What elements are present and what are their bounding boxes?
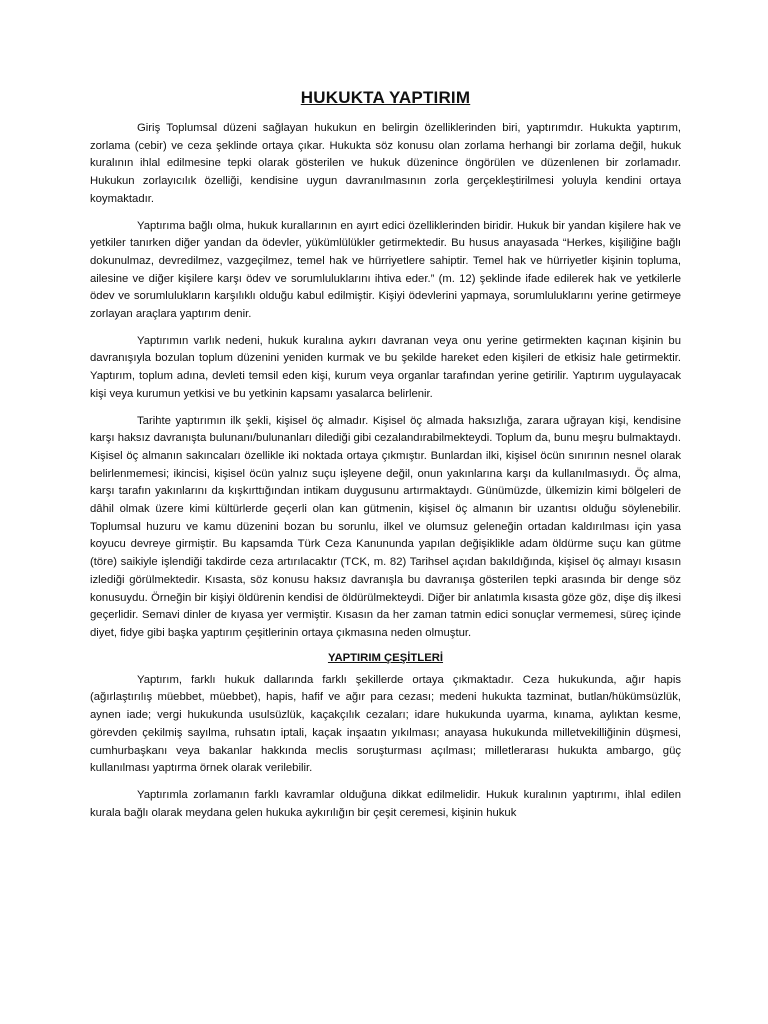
paragraph-history: Tarihte yaptırımın ilk şekli, kişisel öç almadır. Kişisel öç almada haksızlığa, zarara uğrayan kişi, kendisine karşı haksız davranışta bulunanı/bulunanları dilediği gibi cezalandırabilmekteydi. Toplum da, bunu meşru bulmaktaydı. Kişisel öç almanın sakıncaları özellikle iki noktada ortaya çıkmıştır. Bunlardan ilki, kişisel öcün sınırının nesnel olarak belirlenmemesi; ikincisi, kişisel öcün yalnız suçu işleyene değil, onun yakınlarına karşı da kullanılmasıydı. Öç alma, karşı tarafın yakınlarını da kışkırttığından intikam duygusunu artırmaktaydı. Günümüzde, ülkemizin kimi bölgeleri de dâhil olmak üzere kimi kültürlerde geçerli olan kan gütmenin, kişisel öç almanın bir uzantısı olduğu söylenebilir. Toplumsal huzuru ve kamu düzenini bozan bu sorunlu, ilkel ve olumsuz geleneğin ortadan kaldırılması için yasa koyucu devreye girmiştir. Bu kapsamda Türk Ceza Kanununda yapılan değişiklikle adam öldürme suçu kan gütme (töre) saikiyle işlendiği takdirde ceza artırılacaktır (TCK, m. 82) Tarihsel açıdan bakıldığında, kişisel öç almayı kısasın izlediği görülmektedir. Kısasta, söz konusu haksız davranışla bu davranışa gösterilen tepki arasında bir denge söz konusuydu. Örneğin bir kişiyi öldürenin kendisi de öldürülmekteydi. Diğer bir anlatımla kısasta göze göz, dişe diş ilkesi geçerlidir. Semavi dinler de kıyasa yer vermiştir. Kısasın da her zaman tatmin edici sonuçlar vermemesi, süreç içinde diyet, fidye gibi başka yaptırım çeşitlerinin ortaya çıkmasına neden olmuştur. bbox=[90, 414, 681, 639]
paragraph-intro: Giriş Toplumsal düzeni sağlayan hukukun en belirgin özelliklerinden biri, yaptırımdır. Hukukta yaptırım, zorlama (cebir) ve ceza şeklinde ortaya çıkar. Hukukta söz konusu olan zorlama herhangi bir zorlama değil, hukuk kuralının ihlal edilmesine tepki olarak gösterilen ve hukuk düzenince öngörülen ve düzenlenen bir zorlamadır. Hukukun zorlayıcılık özelliği, kendisine uygun davranılmasının zorla gerçekleştirilmesi yoluyla kendini ortaya koymaktadır. bbox=[90, 122, 681, 205]
paragraph-sanction-vs-coercion: Yaptırımla zorlamanın farklı kavramlar olduğuna dikkat edilmelidir. Hukuk kuralının yaptırımı, ihlal edilen kurala bağlı olarak meydana gelen hukuka aykırılığın bir çeşit ceremesi, kişinin hukuk bbox=[90, 788, 681, 819]
paragraph-sanction-bond: Yaptırıma bağlı olma, hukuk kurallarının en ayırt edici özelliklerinden biridir. Hukuk bir yandan kişilere hak ve yetkiler tanırken diğer yandan da ödevler, yükümlülükler getirmektedir. Bu husus anayasada “Herkes, kişiliğine bağlı dokunulmaz, devredilmez, vazgeçilmez, temel hak ve hürriyetlere sahiptir. Temel hak ve hürriyetler kişinin topluma, ailesine ve diğer kişilere karşı ödev ve sorumluluklarını ihtiva eder.” (m. 12) şeklinde ifade edilerek hak ve yetkilerle ödev ve sorumlulukların karşılıklı olduğu kabul edilmiştir. Kişiyi ödevlerini yapmaya, sorumluluklarını yerine getirmeye zorlayan araçlara yaptırım denir. bbox=[90, 219, 681, 321]
section-heading: YAPTIRIM ÇEŞİTLERİ bbox=[327, 651, 444, 664]
paragraph-sanction-reason: Yaptırımın varlık nedeni, hukuk kuralına aykırı davranan veya onu yerine getirmekten kaçınan kişinin bu davranışıyla bozulan toplum düzenini yeniden kurmak ve bu şekilde hareket eden kişileri de etkisiz hale getirmektir. Yaptırım, toplum adına, devleti temsil eden kişi, kurum veya organlar tarafından yerine getirilir. Yaptırım uygulayacak kişi veya kurumun yetkisi ve bu yetkinin kapsamı yasalarca belirlenir. bbox=[90, 334, 681, 400]
document-title: HUKUKTA YAPTIRIM bbox=[300, 88, 471, 107]
paragraph-sanction-types: Yaptırım, farklı hukuk dallarında farklı şekillerde ortaya çıkmaktadır. Ceza hukukunda, ağır hapis (ağırlaştırılış müebbet, müebbet), hapis, hafif ve ağır para cezası; medeni hukukta tazminat, butlan/hükümsüzlük, aynen iade; vergi hukukunda usulsüzlük, kaçakçılık cezaları; idare hukukunda uyarma, kınama, aylıktan kesme, görevden çekilmiş sayılma, ruhsatın iptali, kaçak inşaatın yıkılması; anayasa hukukunda milletvekilliğinin düşmesi, cumhurbaşkanı veya bakanlar hakkında meclis soruşturması açılması; milletlerarası hukukta ambargo, güç kullanılması yaptırma örnek olarak verilebilir. bbox=[90, 673, 681, 775]
